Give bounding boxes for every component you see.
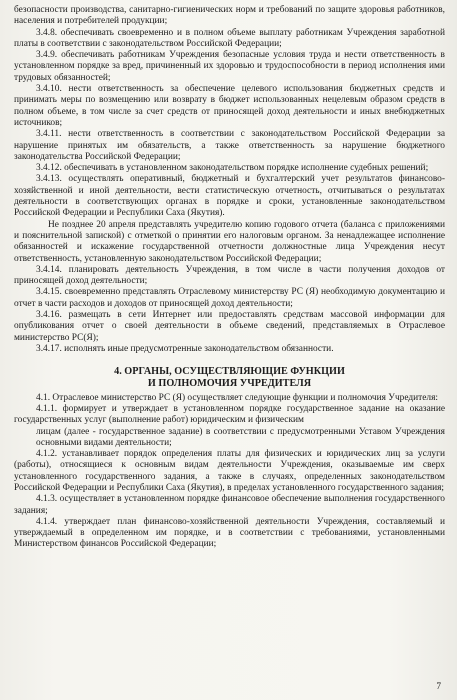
document-body [14,5,445,551]
paragraph-3-4-10: 3.4.10. нести ответственность за обеспечение целевого использования бюджетных средств и принимать меры по возмещению или возврату в бюджет использованных нецелевым образом средств в полном объеме, в том числе за счет средств от приносящей доход деятельности и иных внебюджетных источников; [14,84,445,128]
section-heading-line-2: И ПОЛНОМОЧИЯ УЧРЕДИТЕЛЯ [147,378,312,390]
paragraph-annual-report: Не позднее 20 апреля представлять учредителю копию годового отчета (баланса с приложениями и пояснительной запиской) с отметкой о принятии его налоговым органом. За ненадлежащее исполнение обязанностей и искажение государственной отчетности должностные лица Учреждения несут ответственность, установленную законодательством Российской Федерации; [14,219,445,264]
page-number: 7 [436,682,441,692]
paragraph-4-1-4: 4.1.4. утверждает план финансово-хозяйственной деятельности Учреждения, составляемый и утверждаемый в определенном им порядке, и в соответствии с требованиями, установленными Министерством финансов Российской Федерации; [14,516,445,550]
paragraph-3-4-12: 3.4.12. обеспечивать в установленном законодательством порядке исполнение судебных решений; [36,163,429,174]
paragraph-3-4-14: 3.4.14. планировать деятельность Учреждения, в том числе в части получения доходов от приносящей доход деятельности; [14,264,445,287]
paragraph-3-4-16: 3.4.16. размещать в сети Интернет или предоставлять средствам массовой информации для опубликования отчет о своей деятельности в объеме сведений, представляемых в Отраслевое министерство РС(Я); [14,310,445,343]
paragraph-4-1-1: 4.1.1. формирует и утверждает в установленном порядке государственное задание на оказание государственных услуг (выполнение работ) юридическим и физическим [14,403,445,426]
paragraph-4-1-2: 4.1.2. устанавливает порядок определения платы для физических и юридических лиц за услуги (работы), относящиеся к основным видам деятельности Учреждения, оказываемые им сверх установленного государственного задания, а также в случаях, определенных законодательством Российской Федерации и Республики Саха (Якутия), в пределах установленного государственного задания; [14,449,445,493]
paragraph-4-1: 4.1. Отраслевое министерство РС (Я) осуществляет следующие функции и полномочия Учредителя: [36,392,439,403]
paragraph-3-4-13: 3.4.13. осуществлять оперативный, бюджетный и бухгалтерский учет результатов финансово-хозяйственной и иной деятельности, вести статистическую отчетность, отчитываться о результатах деятельности в соответствующих органах в порядке и сроки, установленные законодательством Российской Федерации и Республики Саха (Якутия). [14,174,445,219]
paragraph-3-4-15: 3.4.15. своевременно представлять Отраслевому министерству РС (Я) необходимую документацию и отчет в части расходов и доходов от приносящей доход деятельности; [14,287,445,309]
paragraph-3-4-8: 3.4.8. обеспечивать своевременно и в полном объеме выплату работникам Учреждения заработной платы в соответствии с законодательством Российской Федерации; [14,27,445,49]
paragraph-4-1-1-continued: лицам (далее - государственное задание) в соответствии с предусмотренными Уставом Учреждения основными видами деятельности; [36,426,445,448]
paragraph-3-4-11: 3.4.11. нести ответственность в соответствии с законодательством Российской Федерации за нарушение принятых им обязательств, а также ответственность за нарушение бюджетного законодательства Российской Федерации; [14,129,445,162]
paragraph-3-4-17: 3.4.17. исполнять иные предусмотренные законодательством обязанности. [36,343,334,354]
section-heading-line-1: 4. ОРГАНЫ, ОСУЩЕСТВЛЯЮЩИЕ ФУНКЦИИ [114,366,345,378]
section-heading [14,366,445,390]
paragraph-continuation: безопасности производства, санитарно-гигиенических норм и требований по защите здоровья работников, населения и потребителей продукции; [14,5,445,27]
paragraph-3-4-9: 3.4.9. обеспечивать работникам Учреждения безопасные условия труда и нести ответственность в установленном порядке за вред, причиненный их здоровью и трудоспособности в период исполнения ими трудовых обязанностей; [14,50,445,83]
paragraph-4-1-3: 4.1.3. осуществляет в установленном порядке финансовое обеспечение выполнения государственного задания; [14,494,445,516]
